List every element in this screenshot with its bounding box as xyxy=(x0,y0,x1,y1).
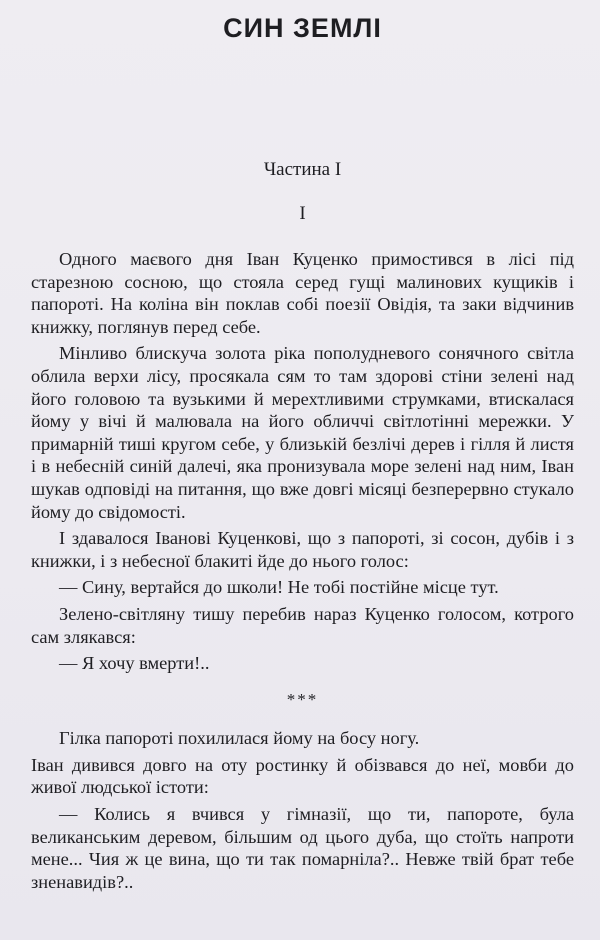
dialogue-line: — Сину, вертайся до школи! Не тобі постійне місце тут. xyxy=(59,577,499,598)
chapter-heading: І xyxy=(299,203,306,224)
paragraph: Гілка папороті похилилася йому на босу ногу. xyxy=(59,728,420,749)
part-heading: Частина І xyxy=(263,159,342,180)
dialogue-line: — Я хочу вмерти!.. xyxy=(59,653,210,674)
dialogue-line: — Колись я вчився у гімназії, що ти, папороте, була великанським деревом, більшим од цього дуба, що стоїть напроти мене... Чия ж це вина, що ти так помарніла?.. Невже твій брат тебе зненавидів?.. xyxy=(31,804,574,892)
paragraph: Мінливо блискуча золота ріка пополудневого сонячного світла облила верхи лісу, просякала сям то там здорові стіни зелені над його головою та вузькими й мерехтливими струмками, втискалася йому у вічі й малювала на його обличчі світлотінні мережки. У примарній тиші кругом себе, у близькій безлічі дерев і гілля й листя і в небесній синій далечі, яка пронизувала море зелені над ним, Іван шукав одповіді на питання, що вже довгі місяці безперервно стукало йому до свідомості. xyxy=(31,343,574,522)
paragraph: Іван дивився довго на оту ростинку й обізвався до неї, мовби до живої людської істоти: xyxy=(31,754,574,798)
paragraph: Зелено-світляну тишу перебив нараз Куценко голосом, котрого сам злякався: xyxy=(31,603,574,647)
section-divider: *** xyxy=(286,689,319,709)
body-text xyxy=(31,248,574,893)
paragraph: І здавалося Іванові Куценкові, що з папороті, зі сосон, дубів і з книжки, і з небесної блакиті йде до нього голос: xyxy=(31,528,574,571)
book-title: СИН ЗЕМЛІ xyxy=(223,13,382,43)
paragraph: Одного маєвого дня Іван Куценко примостився в лісі під старезною сосною, що стояла серед гущі малинових кущиків і папороті. На коліна він поклав собі поезії Овідія, та заки відчинив книжку, поглянув перед себе. xyxy=(31,249,574,337)
